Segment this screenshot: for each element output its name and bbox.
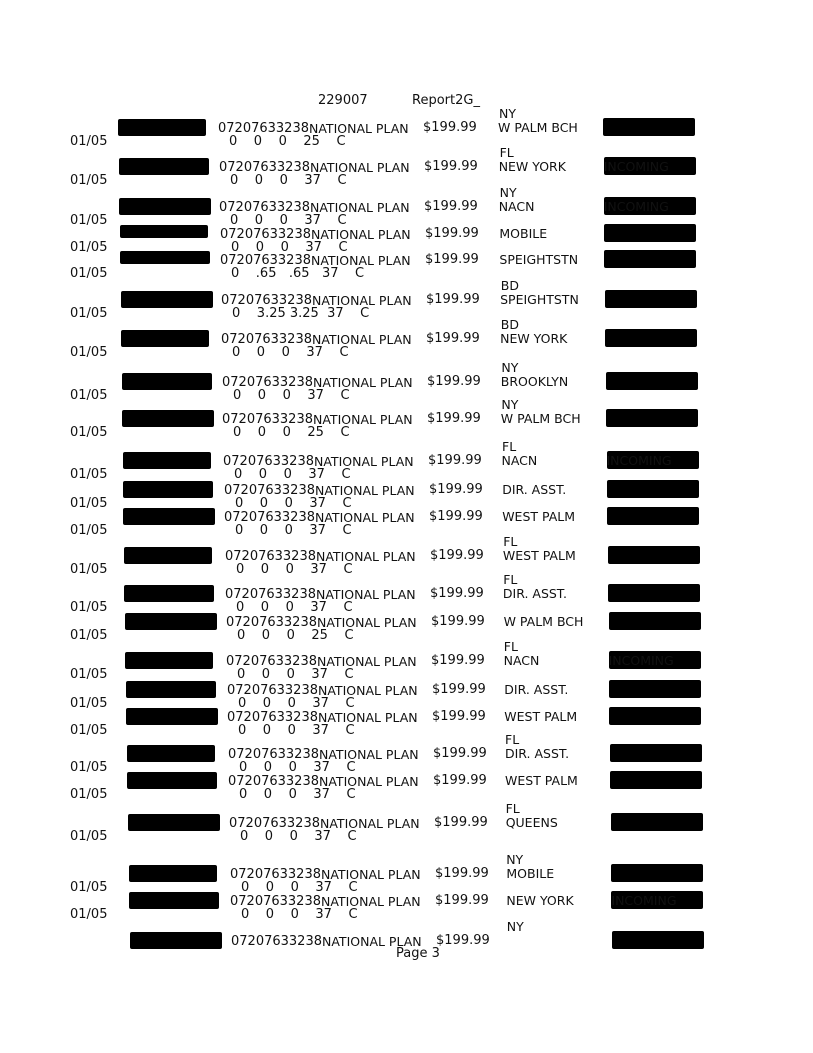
redaction-block (127, 772, 217, 789)
plan-price: $199.99 (427, 374, 481, 389)
redaction-block (606, 409, 698, 427)
state-code: FL (503, 639, 518, 654)
page-number: Page 3 (396, 946, 440, 961)
usage-values: 0 0 0 25 C (237, 628, 354, 643)
call-date: 01/05 (70, 266, 108, 281)
state-code: FL (499, 145, 514, 160)
usage-values: 0 0 0 37 C (236, 562, 353, 577)
call-date: 01/05 (70, 880, 108, 895)
account-number: 07207633238 (226, 654, 317, 669)
plan-price: $199.99 (429, 509, 483, 524)
usage-values: 0 0 0 37 C (235, 523, 352, 538)
state-code: FL (503, 534, 518, 549)
usage-values: 0 0 0 37 C (241, 880, 358, 895)
account-number: 07207633238 (227, 710, 318, 725)
account-number: 07207633238 (220, 227, 311, 242)
redaction-block (611, 864, 703, 882)
redaction-block (608, 584, 700, 602)
call-date: 01/05 (70, 667, 108, 682)
redaction-block (124, 547, 212, 564)
location: WEST PALM (502, 509, 576, 524)
plan-name: NATIONAL PLAN (313, 375, 413, 390)
location: DIR. ASST. (505, 746, 570, 761)
location: MOBILE (499, 226, 548, 241)
account-number: 07207633238 (219, 160, 310, 175)
redaction-block (127, 745, 215, 762)
plan-name: NATIONAL PLAN (310, 200, 410, 215)
call-date: 01/05 (70, 562, 108, 577)
redaction-block (609, 612, 701, 630)
plan-price: $199.99 (435, 893, 489, 908)
plan-price: $199.99 (425, 252, 479, 267)
usage-values: 0 0 0 37 C (233, 388, 350, 403)
plan-name: NATIONAL PLAN (312, 332, 412, 347)
call-note: INCOMING (606, 453, 672, 468)
account-number: 07207633238 (231, 934, 322, 949)
call-date: 01/05 (70, 496, 108, 511)
redaction-block (603, 118, 695, 136)
call-note: INCOMING (608, 653, 674, 668)
redaction-block (129, 892, 219, 909)
redaction-block (606, 372, 698, 390)
location: NEW YORK (506, 893, 574, 908)
plan-name: NATIONAL PLAN (317, 654, 417, 669)
state-code: NY (506, 852, 524, 867)
location: W PALM BCH (503, 614, 584, 629)
usage-values: 0 0 0 37 C (232, 345, 349, 360)
redaction-block (121, 291, 213, 308)
plan-price: $199.99 (429, 482, 483, 497)
report-name: Report2G_ (412, 93, 480, 108)
plan-name: NATIONAL PLAN (321, 894, 421, 909)
redaction-block (122, 410, 214, 427)
redaction-block (612, 931, 704, 949)
state-code: FL (502, 439, 517, 454)
plan-price: $199.99 (423, 120, 477, 135)
plan-price: $199.99 (433, 773, 487, 788)
plan-price: $199.99 (424, 199, 478, 214)
location: SPEIGHTSTN (500, 292, 579, 307)
redaction-block (125, 652, 213, 669)
account-number: 07207633238 (228, 747, 319, 762)
redaction-block (607, 507, 699, 525)
call-date: 01/05 (70, 787, 108, 802)
redaction-block (605, 329, 697, 347)
plan-name: NATIONAL PLAN (314, 454, 414, 469)
usage-values: 0 0 0 37 C (237, 667, 354, 682)
plan-price: $199.99 (430, 586, 484, 601)
plan-name: NATIONAL PLAN (315, 483, 415, 498)
redaction-block (123, 481, 213, 498)
state-code: NY (499, 106, 516, 121)
account-number: 07207633238 (222, 375, 313, 390)
call-date: 01/05 (70, 723, 108, 738)
location: NEW YORK (500, 331, 568, 346)
usage-values: 0 0 0 37 C (234, 467, 351, 482)
usage-values: 0 0 0 37 C (238, 723, 355, 738)
call-date: 01/05 (70, 523, 108, 538)
plan-price: $199.99 (428, 453, 482, 468)
call-date: 01/05 (70, 829, 108, 844)
redaction-block (608, 546, 700, 564)
plan-name: NATIONAL PLAN (317, 615, 417, 630)
plan-price: $199.99 (431, 653, 485, 668)
account-number: 07207633238 (221, 293, 312, 308)
plan-name: NATIONAL PLAN (311, 253, 411, 268)
account-number: 07207633238 (224, 510, 315, 525)
redaction-block (611, 813, 703, 831)
state-code: FL (503, 572, 518, 587)
state-code: BD (500, 278, 519, 293)
plan-name: NATIONAL PLAN (309, 121, 409, 136)
plan-price: $199.99 (433, 746, 487, 761)
account-number: 07207633238 (226, 615, 317, 630)
redaction-block (119, 158, 209, 175)
plan-price: $199.99 (436, 933, 490, 948)
redaction-block (126, 681, 216, 698)
plan-name: NATIONAL PLAN (311, 227, 411, 242)
account-number: 07207633238 (221, 332, 312, 347)
call-date: 01/05 (70, 306, 108, 321)
call-date: 01/05 (70, 213, 108, 228)
location: BROOKLYN (500, 374, 569, 389)
state-code: NY (506, 919, 524, 934)
location: W PALM BCH (498, 120, 578, 135)
location: QUEENS (505, 815, 558, 830)
location: MOBILE (506, 866, 555, 881)
plan-price: $199.99 (426, 331, 480, 346)
call-date: 01/05 (70, 600, 108, 615)
account-number: 07207633238 (230, 867, 321, 882)
plan-name: NATIONAL PLAN (315, 510, 415, 525)
plan-name: NATIONAL PLAN (313, 412, 413, 427)
plan-name: NATIONAL PLAN (316, 549, 416, 564)
call-date: 01/05 (70, 760, 108, 775)
call-date: 01/05 (70, 628, 108, 643)
call-date: 01/05 (70, 388, 108, 403)
call-date: 01/05 (70, 345, 108, 360)
call-date: 01/05 (70, 240, 108, 255)
plan-price: $199.99 (434, 815, 488, 830)
plan-price: $199.99 (435, 866, 489, 881)
usage-values: 0 0 0 37 C (238, 696, 355, 711)
redaction-block (128, 814, 220, 831)
plan-name: NATIONAL PLAN (319, 774, 419, 789)
account-number: 07207633238 (225, 549, 316, 564)
usage-values: 0 0 0 37 C (235, 496, 352, 511)
plan-name: NATIONAL PLAN (320, 816, 420, 831)
plan-name: NATIONAL PLAN (319, 747, 419, 762)
location: SPEIGHTSTN (499, 252, 579, 267)
redaction-block (130, 932, 222, 949)
plan-price: $199.99 (432, 682, 486, 697)
account-number: 07207633238 (229, 816, 320, 831)
usage-values: 0 0 0 37 C (241, 907, 358, 922)
usage-values: 0 0 0 37 C (236, 600, 353, 615)
location: NACN (501, 453, 538, 468)
redaction-block (129, 865, 217, 882)
usage-values: 0 0 0 37 C (240, 829, 357, 844)
plan-name: NATIONAL PLAN (322, 934, 422, 949)
redaction-block (118, 119, 206, 136)
plan-price: $199.99 (426, 292, 480, 307)
redaction-block (123, 452, 211, 469)
location: WEST PALM (505, 773, 578, 788)
account-number: 07207633238 (228, 774, 319, 789)
location: WEST PALM (502, 548, 576, 563)
plan-name: NATIONAL PLAN (310, 160, 410, 175)
call-date: 01/05 (70, 134, 108, 149)
plan-name: NATIONAL PLAN (321, 867, 421, 882)
redaction-block (125, 613, 217, 630)
plan-price: $199.99 (424, 159, 478, 174)
redaction-block (126, 708, 218, 725)
state-code: NY (501, 360, 519, 375)
redaction-block (610, 771, 702, 789)
account-number: 07207633238 (230, 894, 321, 909)
usage-values: 0 0 0 37 C (231, 240, 348, 255)
location: DIR. ASST. (502, 482, 567, 497)
state-code: FL (505, 732, 520, 747)
call-note: INCOMING (611, 893, 677, 908)
call-note: INCOMING (603, 159, 669, 174)
redaction-block (122, 373, 212, 390)
location: NACN (503, 653, 540, 668)
account-number: 07207633238 (227, 683, 318, 698)
redaction-block (610, 744, 702, 762)
location: DIR. ASST. (504, 682, 569, 697)
location: NEW YORK (498, 159, 566, 174)
account-number: 07207633238 (220, 253, 311, 268)
account-number: 07207633238 (225, 587, 316, 602)
plan-price: $199.99 (432, 709, 486, 724)
location: DIR. ASST. (502, 586, 567, 601)
plan-price: $199.99 (425, 226, 479, 241)
report-id: 229007 (318, 93, 368, 108)
account-number: 07207633238 (222, 412, 313, 427)
location: W PALM BCH (500, 411, 581, 426)
call-date: 01/05 (70, 173, 108, 188)
usage-values: 0 0 0 25 C (229, 134, 346, 149)
redaction-block (604, 250, 696, 268)
redaction-block (609, 680, 701, 698)
redaction-block (124, 585, 214, 602)
usage-values: 0 0 0 37 C (239, 760, 356, 775)
redaction-block (123, 508, 215, 525)
usage-values: 0 3.25 3.25 37 C (232, 306, 370, 321)
account-number: 07207633238 (218, 121, 309, 136)
account-number: 07207633238 (219, 200, 310, 215)
redaction-block (121, 330, 209, 347)
usage-values: 0 0 0 37 C (239, 787, 356, 802)
plan-price: $199.99 (431, 614, 485, 629)
usage-values: 0 0 0 37 C (230, 173, 347, 188)
call-date: 01/05 (70, 425, 108, 440)
plan-name: NATIONAL PLAN (316, 587, 416, 602)
location: WEST PALM (504, 709, 578, 724)
account-number: 07207633238 (223, 454, 314, 469)
usage-values: 0 .65 .65 37 C (231, 266, 365, 281)
redaction-block (605, 290, 697, 308)
plan-price: $199.99 (427, 411, 481, 426)
state-code: BD (500, 317, 519, 332)
redaction-block (609, 707, 701, 725)
redaction-block (120, 225, 208, 238)
plan-name: NATIONAL PLAN (318, 710, 418, 725)
plan-price: $199.99 (430, 548, 484, 563)
redaction-block (120, 251, 210, 264)
plan-name: NATIONAL PLAN (318, 683, 418, 698)
state-code: FL (505, 801, 520, 816)
account-number: 07207633238 (224, 483, 315, 498)
call-date: 01/05 (70, 696, 108, 711)
redaction-block (607, 480, 699, 498)
redaction-block (604, 224, 696, 242)
call-date: 01/05 (70, 467, 108, 482)
usage-values: 0 0 0 25 C (233, 425, 350, 440)
redaction-block (119, 198, 211, 215)
state-code: NY (499, 185, 517, 200)
usage-values: 0 0 0 37 C (230, 213, 347, 228)
location: NACN (498, 199, 535, 214)
state-code: NY (501, 397, 519, 412)
call-date: 01/05 (70, 907, 108, 922)
plan-name: NATIONAL PLAN (312, 293, 412, 308)
call-note: INCOMING (603, 199, 669, 214)
